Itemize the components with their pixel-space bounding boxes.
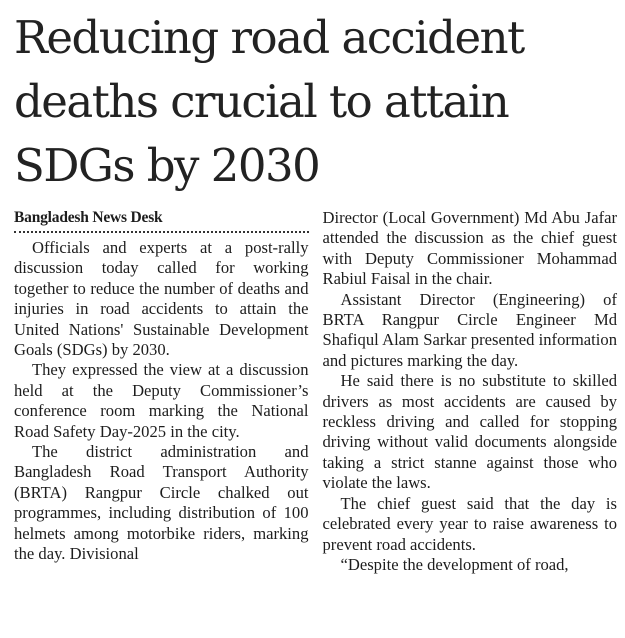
- article-body: [14, 208, 617, 632]
- paragraph: Officials and experts at a post-rally discussion today called for working together to reduce the number of deaths and injuries in road accidents to attain the United Nations' Sustainable Development Goals (SDGs) by 2030.: [14, 238, 309, 360]
- column-left: [14, 208, 309, 632]
- paragraph-continued: Director (Local Government) Md Abu Jafar attended the discussion as the chief guest with Deputy Commissioner Mohammad Rabiul Faisal in the chair.: [322, 208, 617, 289]
- paragraph: They expressed the view at a discussion held at the Deputy Commissioner’s conference room marking the National Road Safety Day-2025 in the city.: [14, 360, 309, 441]
- paragraph: The district administration and Bangladesh Road Transport Authority (BRTA) Rangpur Circle chalked out programmes, including distribution of 100 helmets among motorbike riders, marking the day. Divisional: [14, 442, 309, 564]
- paragraph: Assistant Director (Engineering) of BRTA Rangpur Circle Engineer Md Shafiqul Alam Sarkar presented information and pictures marking the day.: [322, 289, 617, 370]
- paragraph: The chief guest said that the day is celebrated every year to raise awareness to prevent road accidents.: [322, 493, 617, 554]
- headline: Reducing road accident deaths crucial to attain SDGs by 2030: [14, 11, 524, 192]
- byline: Bangladesh News Desk: [14, 208, 309, 233]
- paragraph: “Despite the development of road,: [340, 554, 569, 574]
- paragraph: He said there is no substitute to skilled drivers as most accidents are caused by reckless driving and called for stopping driving without valid documents alongside taking a strict stanne against those who violate the laws.: [322, 371, 617, 493]
- column-right: [323, 208, 618, 632]
